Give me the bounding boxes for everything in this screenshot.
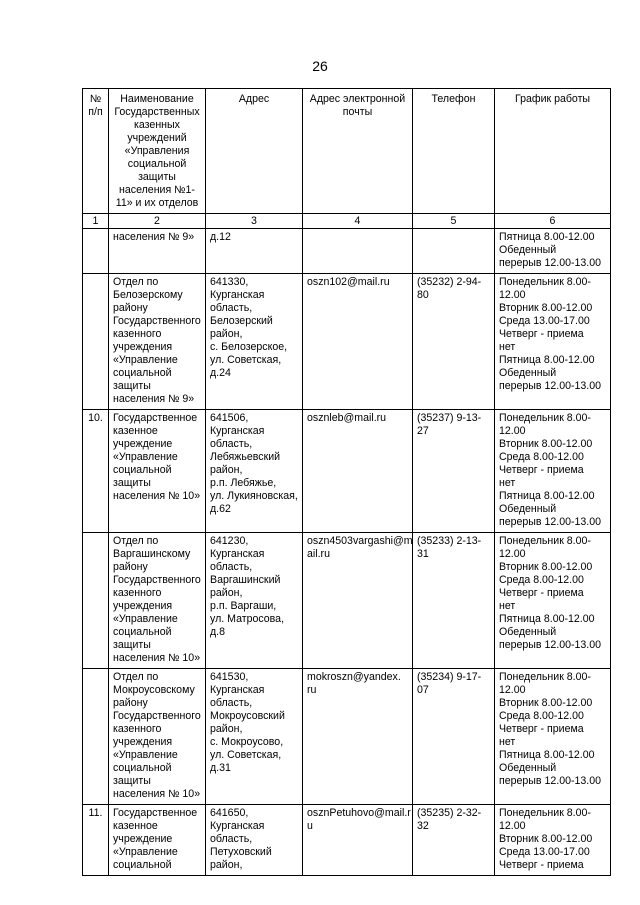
table-row (83, 805, 611, 876)
cell-line: (35234) 9-17- (417, 671, 482, 683)
row-number-cell (83, 669, 109, 805)
address-cell (206, 805, 303, 876)
cell-line: 641230, (210, 535, 249, 547)
cell-line: социальной (113, 859, 172, 871)
address-cell (206, 533, 303, 669)
schedule-cell (495, 410, 611, 533)
column-number: 6 (495, 214, 611, 229)
address-cell (206, 410, 303, 533)
institution-name-cell (109, 805, 206, 876)
institution-name-cell (109, 229, 206, 274)
cell-line: Отдел по (113, 535, 159, 547)
cell-line: Понедельник 8.00- (499, 535, 591, 547)
cell-line: перерыв 12.00-13.00 (499, 516, 602, 528)
cell-line: казенного (113, 328, 162, 340)
cell-line: ул. Лукияновская, (210, 490, 298, 502)
cell-line: перерыв 12.00-13.00 (499, 775, 602, 787)
cell-line: д.31 (210, 762, 231, 774)
cell-line: населения № 10» (113, 788, 201, 800)
address-cell (206, 274, 303, 410)
cell-line: нет (499, 477, 516, 489)
cell-line: перерыв 12.00-13.00 (499, 639, 602, 651)
cell-line: казенное (113, 425, 158, 437)
cell-line: Среда 13.00-17.00 (499, 846, 590, 858)
cell-line: mokroszn@yandex. (307, 671, 401, 683)
cell-line: 641530, (210, 671, 249, 683)
institution-name-cell (109, 669, 206, 805)
cell-line: д.12 (210, 231, 231, 243)
email-cell (303, 410, 413, 533)
cell-line: Государственного (113, 710, 201, 722)
cell-line: ул. Советская, (210, 354, 282, 366)
cell-line: u (307, 820, 313, 832)
cell-line: району (113, 561, 148, 573)
cell-line: социальной (113, 762, 172, 774)
cell-line: Обеденный (499, 626, 557, 638)
cell-line: Государственное (113, 412, 198, 424)
cell-line: Лебяжьевский (210, 451, 281, 463)
column-number: 1 (83, 214, 109, 229)
cell-line: область, (210, 833, 253, 845)
cell-line: р.п. Варгаши, (210, 600, 277, 612)
institution-name-cell (109, 533, 206, 669)
cell-line: Пятница 8.00-12.00 (499, 231, 595, 243)
cell-line: нет (499, 736, 516, 748)
cell-line: учреждения (113, 736, 173, 748)
schedule-cell (495, 805, 611, 876)
cell-line: Пятница 8.00-12.00 (499, 749, 595, 761)
address-cell (206, 229, 303, 274)
cell-line: защиты (113, 477, 151, 489)
cell-line: oszn102@mail.ru (307, 276, 390, 288)
cell-line: Обеденный (499, 762, 557, 774)
cell-line: социальной (113, 626, 172, 638)
cell-line: Обеденный (499, 244, 557, 256)
cell-line: Курганская (210, 289, 265, 301)
column-number: 5 (413, 214, 495, 229)
phone-cell (413, 805, 495, 876)
cell-line: область, (210, 438, 253, 450)
row-number-cell (83, 533, 109, 669)
cell-line: с. Мокроусово, (210, 736, 284, 748)
cell-line: Четверг - приема (499, 587, 584, 599)
header-schedule: График работы (495, 89, 611, 214)
cell-line: Четверг - приема (499, 859, 584, 871)
cell-line: Мокроусовскому (113, 684, 195, 696)
column-number: 4 (303, 214, 413, 229)
cell-line: (35235) 2-32- (417, 807, 482, 819)
cell-line: Государственного (113, 315, 201, 327)
cell-line: перерыв 12.00-13.00 (499, 257, 602, 269)
table-row (83, 410, 611, 533)
cell-line: район, (210, 587, 243, 599)
cell-line: 07 (417, 684, 429, 696)
column-number: 2 (109, 214, 206, 229)
cell-line: нет (499, 341, 516, 353)
cell-line: Белозерскому (113, 289, 183, 301)
cell-line: населения № 10» (113, 490, 201, 502)
cell-line: 641650, (210, 807, 249, 819)
header-address: Адрес (206, 89, 303, 214)
cell-line: Пятница 8.00-12.00 (499, 613, 595, 625)
table-row (83, 533, 611, 669)
cell-line: ул. Матросова, (210, 613, 285, 625)
cell-line: Курганская (210, 548, 265, 560)
cell-line: osznPetuhovo@mail.r (307, 807, 411, 819)
cell-line: р.п. Лебяжье, (210, 477, 277, 489)
cell-line: область, (210, 302, 253, 314)
header-number: № п/п (83, 89, 109, 214)
phone-cell (413, 533, 495, 669)
cell-line: Петуховский (210, 846, 272, 858)
cell-line: «Управление (113, 846, 178, 858)
cell-line: учреждения (113, 600, 173, 612)
cell-line: району (113, 697, 148, 709)
cell-line: Среда 13.00-17.00 (499, 315, 590, 327)
cell-line: казенное (113, 820, 158, 832)
cell-line: Пятница 8.00-12.00 (499, 354, 595, 366)
cell-line: область, (210, 561, 253, 573)
cell-line: 12.00 (499, 289, 526, 301)
email-cell (303, 669, 413, 805)
cell-line: 12.00 (499, 425, 526, 437)
cell-line: ул. Советская, (210, 749, 282, 761)
cell-line: Среда 8.00-12.00 (499, 710, 584, 722)
cell-line: (35237) 9-13- (417, 412, 482, 424)
cell-line: Курганская (210, 684, 265, 696)
schedule-cell (495, 274, 611, 410)
phone-cell (413, 669, 495, 805)
cell-line: Вторник 8.00-12.00 (499, 438, 593, 450)
institutions-table (82, 88, 611, 876)
email-cell (303, 533, 413, 669)
cell-line: казенного (113, 587, 162, 599)
cell-line: с. Белозерское, (210, 341, 288, 353)
phone-cell (413, 274, 495, 410)
cell-line: 32 (417, 820, 429, 832)
header-email: Адрес электронной почты (303, 89, 413, 214)
cell-line: Четверг - приема (499, 464, 584, 476)
cell-line: д.62 (210, 503, 231, 515)
cell-line: Среда 8.00-12.00 (499, 451, 584, 463)
cell-line: 31 (417, 548, 429, 560)
address-cell (206, 669, 303, 805)
cell-line: д.24 (210, 367, 231, 379)
email-cell (303, 274, 413, 410)
cell-line: Обеденный (499, 503, 557, 515)
cell-line: район, (210, 723, 243, 735)
cell-line: район, (210, 859, 243, 871)
cell-line: населения № 10» (113, 652, 201, 664)
cell-line: «Управление (113, 354, 178, 366)
cell-line: 12.00 (499, 820, 526, 832)
header-phone: Телефон (413, 89, 495, 214)
cell-line: ail.ru (307, 548, 330, 560)
table-row (83, 229, 611, 274)
table-header-row (83, 89, 611, 214)
cell-line: Отдел по (113, 671, 159, 683)
cell-line: «Управление (113, 613, 178, 625)
cell-line: 641330, (210, 276, 249, 288)
phone-cell (413, 229, 495, 274)
email-cell (303, 229, 413, 274)
cell-line: Понедельник 8.00- (499, 276, 591, 288)
cell-line: (35232) 2-94- (417, 276, 482, 288)
cell-line: 641506, (210, 412, 249, 424)
cell-line: д.8 (210, 626, 226, 638)
schedule-cell (495, 533, 611, 669)
institution-name-cell (109, 274, 206, 410)
institution-name-cell (109, 410, 206, 533)
cell-line: учреждение (113, 438, 173, 450)
cell-line: район, (210, 328, 243, 340)
cell-line: 12.00 (499, 684, 526, 696)
schedule-cell (495, 669, 611, 805)
cell-line: Четверг - приема (499, 328, 584, 340)
cell-line: Вторник 8.00-12.00 (499, 833, 593, 845)
cell-line: 12.00 (499, 548, 526, 560)
cell-line: Понедельник 8.00- (499, 671, 591, 683)
schedule-cell (495, 229, 611, 274)
cell-line: Вторник 8.00-12.00 (499, 302, 593, 314)
cell-line: населения № 9» (113, 393, 195, 405)
phone-cell (413, 410, 495, 533)
cell-line: 80 (417, 289, 429, 301)
cell-line: Государственное (113, 807, 198, 819)
table-row (83, 669, 611, 805)
column-number-row (83, 214, 611, 229)
cell-line: казенного (113, 723, 162, 735)
cell-line: учреждение (113, 833, 173, 845)
cell-line: населения № 9» (113, 231, 195, 243)
cell-line: Пятница 8.00-12.00 (499, 490, 595, 502)
cell-line: Вторник 8.00-12.00 (499, 697, 593, 709)
cell-line: перерыв 12.00-13.00 (499, 380, 602, 392)
cell-line: защиты (113, 639, 151, 651)
page-number: 26 (312, 58, 328, 74)
cell-line: защиты (113, 380, 151, 392)
row-number-cell (83, 274, 109, 410)
header-name: Наименование Государственных казенных учреждений «Управления социальной защиты населения №1-11» и их отделов (109, 89, 206, 214)
row-number-cell: 11. (83, 805, 109, 876)
cell-line: социальной (113, 367, 172, 379)
table-row (83, 274, 611, 410)
row-number-cell (83, 229, 109, 274)
cell-line: Отдел по (113, 276, 159, 288)
row-number-cell: 10. (83, 410, 109, 533)
cell-line: область, (210, 697, 253, 709)
cell-line: Четверг - приема (499, 723, 584, 735)
cell-line: район, (210, 464, 243, 476)
cell-line: Обеденный (499, 367, 557, 379)
cell-line: oszn4503vargashi@m (307, 535, 413, 547)
cell-line: Понедельник 8.00- (499, 807, 591, 819)
column-number: 3 (206, 214, 303, 229)
cell-line: «Управление (113, 451, 178, 463)
email-cell (303, 805, 413, 876)
cell-line: Варгашинский (210, 574, 281, 586)
cell-line: нет (499, 600, 516, 612)
cell-line: Государственного (113, 574, 201, 586)
cell-line: (35233) 2-13- (417, 535, 482, 547)
cell-line: Варгашинскому (113, 548, 191, 560)
cell-line: Понедельник 8.00- (499, 412, 591, 424)
cell-line: Курганская (210, 820, 265, 832)
cell-line: учреждения (113, 341, 173, 353)
cell-line: Вторник 8.00-12.00 (499, 561, 593, 573)
cell-line: району (113, 302, 148, 314)
cell-line: защиты (113, 775, 151, 787)
cell-line: 27 (417, 425, 429, 437)
cell-line: социальной (113, 464, 172, 476)
cell-line: osznleb@mail.ru (307, 412, 387, 424)
cell-line: ru (307, 684, 317, 696)
cell-line: Белозерский (210, 315, 273, 327)
cell-line: Мокроусовский (210, 710, 285, 722)
cell-line: Среда 8.00-12.00 (499, 574, 584, 586)
cell-line: Курганская (210, 425, 265, 437)
cell-line: «Управление (113, 749, 178, 761)
